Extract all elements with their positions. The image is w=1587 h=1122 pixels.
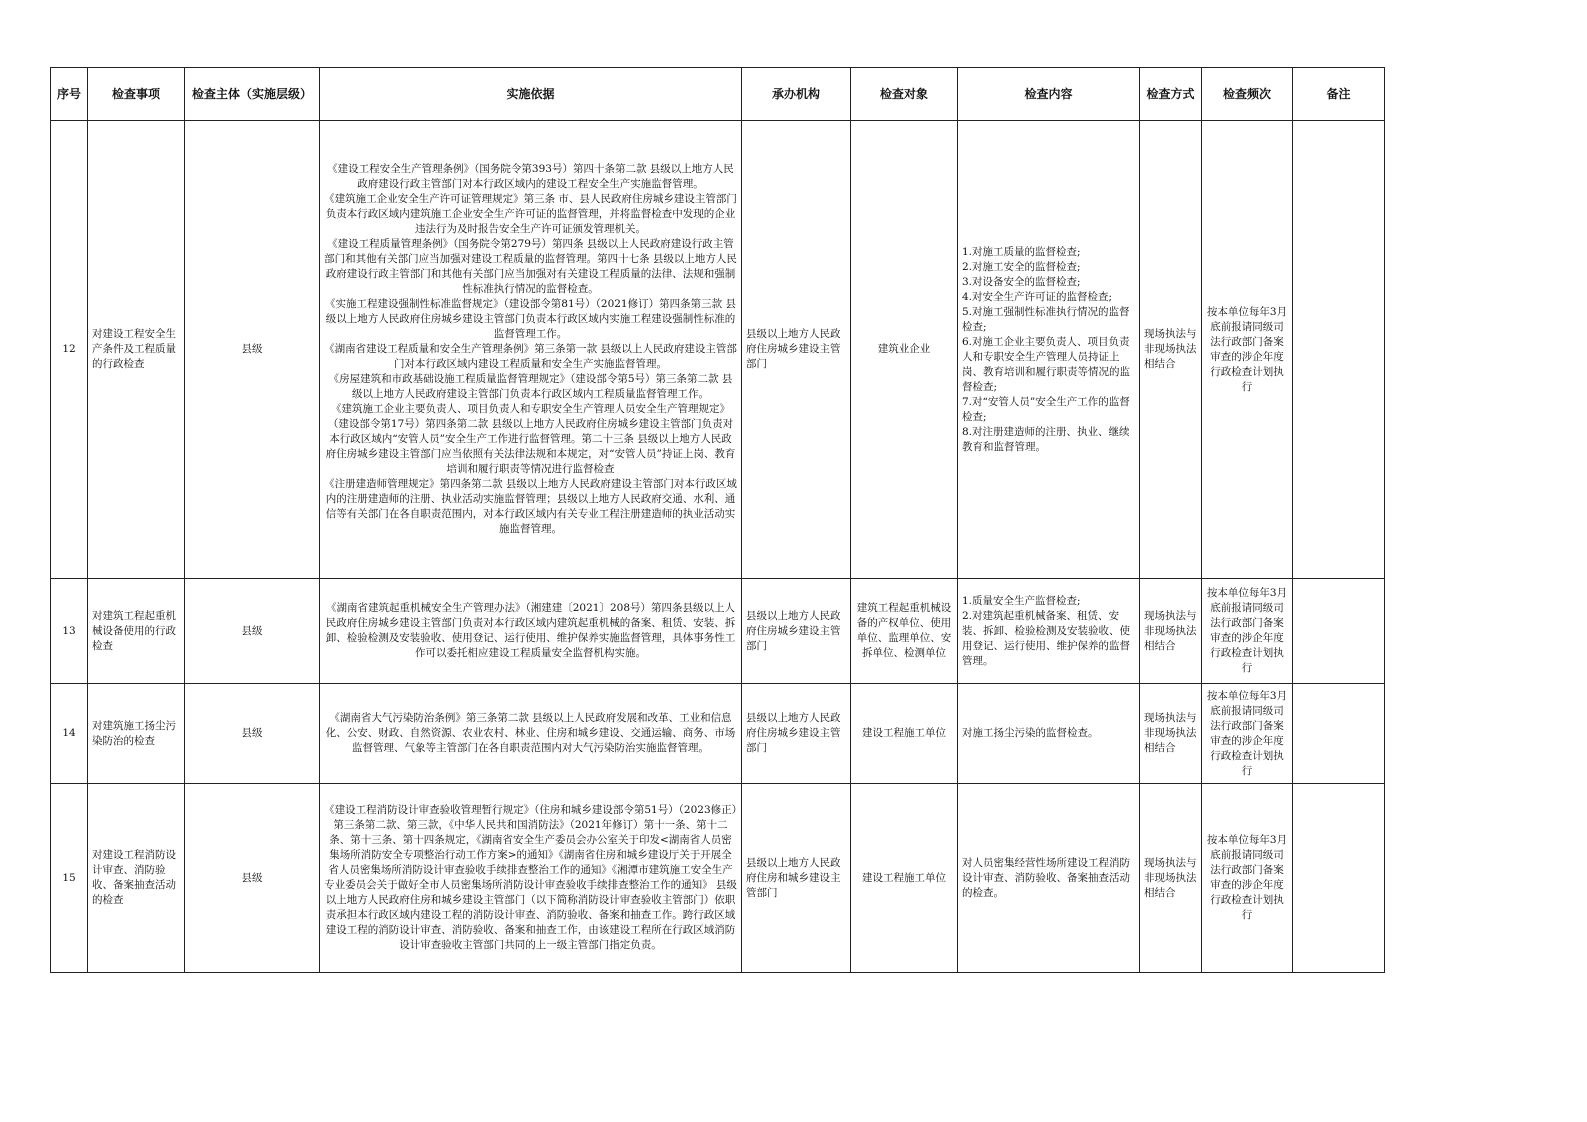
cell-item: 对建筑工程起重机械设备使用的行政检查 xyxy=(88,579,185,684)
cell-no: 15 xyxy=(51,784,88,973)
cell-basis: 《建设工程消防设计审查验收管理暂行规定》（住房和城乡建设部令第51号）（2023修正）第三条第二款、第三款，《中华人民共和国消防法》（2021年修订）第十一条、第十二条、第十三条、第十四条规定，《湖南省安全生产委员会办公室关于印发<湖南省人员密集场所消防安全专项整治行动工作方案>的通知》《湖南省住房和城乡建设厅关于开展全省人员密集场所消防设计审查验收手续排查整治工作的通知》《湘潭市建筑施工安全生产专业委员会关于做好全市人员密集场所消防设计审查验收手续排查整治工作的通知》 县级以上地方人民政府住房和城乡建设主管部门（以下简称消防设计审查验收主管部门）依职责承担本行政区域内建设工程的消防设计审查、消防验收、备案和抽查工作。跨行政区域建设工程的消防设计审查、消防验收、备案和抽查工作，由该建设工程所在行政区域消防设计审查验收主管部门共同的上一级主管部门指定负责。 xyxy=(320,784,742,973)
cell-note xyxy=(1293,121,1385,579)
header-no: 序号 xyxy=(51,68,88,121)
cell-basis: 《建设工程安全生产管理条例》（国务院令第393号）第四十条第二款 县级以上地方人民政府建设行政主管部门对本行政区域内的建设工程安全生产实施监督管理。 《建筑施工企业安全生产许可证管理规定》第三条 市、县人民政府住房城乡建设主管部门负责本行政区域内建筑施工企业安全生产许可证的监督管理，并将监督检查中发现的企业违法行为及时报告安全生产许可证颁发管理机关。 《建设工程质量管理条例》（国务院令第279号）第四条 县级以上人民政府建设行政主管部门和其他有关部门应当加强对建设工程质量的监督管理。第四十七条 县级以上地方人民政府建设行政主管部门和其他有关部门应当加强对有关建设工程质量的法律、法规和强制性标准执行情况的监督检查。 《实施工程建设强制性标准监督规定》（建设部令第81号）（2021修订）第四条第三款 县级以上地方人民政府住房城乡建设主管部门负责本行政区域内实施工程建设强制性标准的监督管理工作。 《湖南省建设工程质量和安全生产管理条例》第三条第一款 县级以上人民政府建设主管部门对本行政区域内建设工程质量和安全生产实施监督管理。 《房屋建筑和市政基础设施工程质量监督管理规定》（建设部令第5号）第三条第二款 县级以上地方人民政府建设主管部门负责本行政区域内工程质量监督管理工作。 《建筑施工企业主要负责人、项目负责人和专职安全生产管理人员安全生产管理规定》（建设部令第17号）第四条第二款 县级以上地方人民政府住房城乡建设主管部门负责对本行政区域内“安管人员”安全生产工作进行监督管理。第二十三条 县级以上地方人民政府住房城乡建设主管部门应当依照有关法律法规和本规定，对“安管人员”持证上岗、教育培训和履行职责等情况进行监督检查 《注册建造师管理规定》第四条第二款 县级以上地方人民政府建设主管部门对本行政区域内的注册建造师的注册、执业活动实施监督管理；县级以上地方人民政府交通、水利、通信等有关部门在各自职责范围内，对本行政区域内有关专业工程注册建造师的执业活动实施监督管理。 xyxy=(320,121,742,579)
cell-target: 建设工程施工单位 xyxy=(851,784,958,973)
cell-no: 13 xyxy=(51,579,88,684)
header-method: 检查方式 xyxy=(1140,68,1202,121)
cell-content: 对人员密集经营性场所建设工程消防设计审查、消防验收、备案抽查活动的检查。 xyxy=(958,784,1140,973)
cell-level: 县级 xyxy=(185,784,320,973)
header-note: 备注 xyxy=(1293,68,1385,121)
cell-basis: 《湖南省建筑起重机械安全生产管理办法》（湘建建〔2021〕208号）第四条县级以上人民政府住房城乡建设主管部门负责对本行政区域内建筑起重机械的备案、租赁、安装、拆卸、检验检测及安装验收、使用登记、运行使用、维护保养实施监督管理，具体事务性工作可以委托相应建设工程质量安全监督机构实施。 xyxy=(320,579,742,684)
cell-target: 建筑工程起重机械设备的产权单位、使用单位、监理单位、安拆单位、检测单位 xyxy=(851,579,958,684)
cell-freq: 按本单位每年3月底前报请同级司法行政部门备案审查的涉企年度行政检查计划执行 xyxy=(1202,684,1293,784)
header-freq: 检查频次 xyxy=(1202,68,1293,121)
table-row xyxy=(51,121,1385,579)
cell-level: 县级 xyxy=(185,121,320,579)
cell-note xyxy=(1293,579,1385,684)
cell-no: 14 xyxy=(51,684,88,784)
cell-method: 现场执法与非现场执法相结合 xyxy=(1140,684,1202,784)
header-content: 检查内容 xyxy=(958,68,1140,121)
cell-target: 建设工程施工单位 xyxy=(851,684,958,784)
header-level: 检查主体（实施层级） xyxy=(185,68,320,121)
cell-method: 现场执法与非现场执法相结合 xyxy=(1140,784,1202,973)
header-target: 检查对象 xyxy=(851,68,958,121)
header-basis: 实施依据 xyxy=(320,68,742,121)
cell-content: 1.对施工质量的监督检查; 2.对施工安全的监督检查; 3.对设备安全的监督检查; 4.对安全生产许可证的监督检查; 5.对施工强制性标准执行情况的监督检查; 6.对施工企业主要负责人、项目负责人和专职安全生产管理人员持证上岗、教育培训和履行职责等情况的监督检查; 7.对“安管人员”安全生产工作的监督检查; 8.对注册建造师的注册、执业、继续教育和监督管理。 xyxy=(958,121,1140,579)
cell-freq: 按本单位每年3月底前报请同级司法行政部门备案审查的涉企年度行政检查计划执行 xyxy=(1202,121,1293,579)
cell-item: 对建设工程安全生产条件及工程质量的行政检查 xyxy=(88,121,185,579)
cell-freq: 按本单位每年3月底前报请同级司法行政部门备案审查的涉企年度行政检查计划执行 xyxy=(1202,784,1293,973)
table-row xyxy=(51,579,1385,684)
table-row xyxy=(51,784,1385,973)
cell-item: 对建筑施工扬尘污染防治的检查 xyxy=(88,684,185,784)
cell-content: 对施工扬尘污染的监督检查。 xyxy=(958,684,1140,784)
cell-freq: 按本单位每年3月底前报请同级司法行政部门备案审查的涉企年度行政检查计划执行 xyxy=(1202,579,1293,684)
cell-content: 1.质量安全生产监督检查; 2.对建筑起重机械备案、租赁、安装、拆卸、检验检测及安装验收、使用登记、运行使用、维护保养的监督管理。 xyxy=(958,579,1140,684)
header-row xyxy=(51,68,1385,121)
cell-basis: 《湖南省大气污染防治条例》第三条第二款 县级以上人民政府发展和改革、工业和信息化、公安、财政、自然资源、农业农村、林业、住房和城乡建设、交通运输、商务、市场监督管理、气象等主管部门在各自职责范围内对大气污染防治实施监督管理。 xyxy=(320,684,742,784)
inspection-table xyxy=(50,67,1385,973)
cell-item: 对建设工程消防设计审查、消防验收、备案抽查活动的检查 xyxy=(88,784,185,973)
cell-org: 县级以上地方人民政府住房和城乡建设主管部门 xyxy=(742,784,851,973)
cell-target: 建筑业企业 xyxy=(851,121,958,579)
header-org: 承办机构 xyxy=(742,68,851,121)
cell-no: 12 xyxy=(51,121,88,579)
header-item: 检查事项 xyxy=(88,68,185,121)
cell-org: 县级以上地方人民政府住房城乡建设主管部门 xyxy=(742,121,851,579)
cell-level: 县级 xyxy=(185,684,320,784)
cell-note xyxy=(1293,784,1385,973)
cell-org: 县级以上地方人民政府住房城乡建设主管部门 xyxy=(742,579,851,684)
table-row xyxy=(51,684,1385,784)
cell-method: 现场执法与非现场执法相结合 xyxy=(1140,121,1202,579)
cell-level: 县级 xyxy=(185,579,320,684)
cell-org: 县级以上地方人民政府住房城乡建设主管部门 xyxy=(742,684,851,784)
cell-note xyxy=(1293,684,1385,784)
cell-method: 现场执法与非现场执法相结合 xyxy=(1140,579,1202,684)
